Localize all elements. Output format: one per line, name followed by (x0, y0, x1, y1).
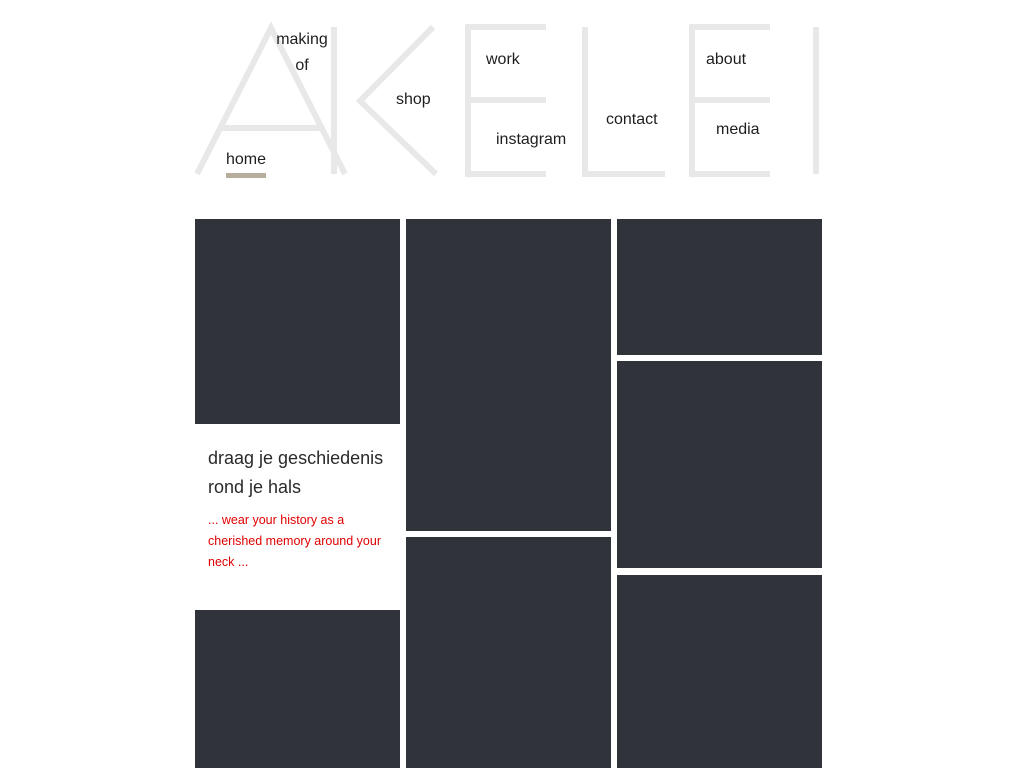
feature-heading: draag je geschiedenis rond je hals (208, 448, 384, 497)
logo-letter-l (585, 27, 665, 174)
nav-home[interactable]: home (226, 147, 266, 173)
nav-contact[interactable]: contact (606, 111, 658, 128)
site-header (0, 0, 1024, 200)
nav-making-of-line1: making (276, 31, 328, 48)
grid-tile[interactable] (195, 219, 400, 424)
nav-media[interactable]: media (716, 121, 760, 138)
grid-tile[interactable] (406, 219, 611, 531)
feature-text-tile (195, 424, 400, 610)
grid-tile[interactable] (617, 219, 822, 355)
nav-shop[interactable]: shop (396, 91, 431, 108)
nav-instagram[interactable]: instagram (496, 131, 567, 148)
feature-subtext: ... wear your history as a cherished memory around your neck ... (208, 513, 381, 569)
grid-tile[interactable] (406, 537, 611, 768)
nav-making-of[interactable] (276, 27, 328, 79)
grid-tile[interactable] (617, 575, 822, 768)
grid-tile[interactable] (617, 361, 822, 568)
nav-about[interactable]: about (706, 51, 747, 68)
nav-making-of-line2: of (295, 57, 309, 74)
grid-tile[interactable] (195, 610, 400, 768)
nav-work[interactable]: work (486, 51, 520, 68)
